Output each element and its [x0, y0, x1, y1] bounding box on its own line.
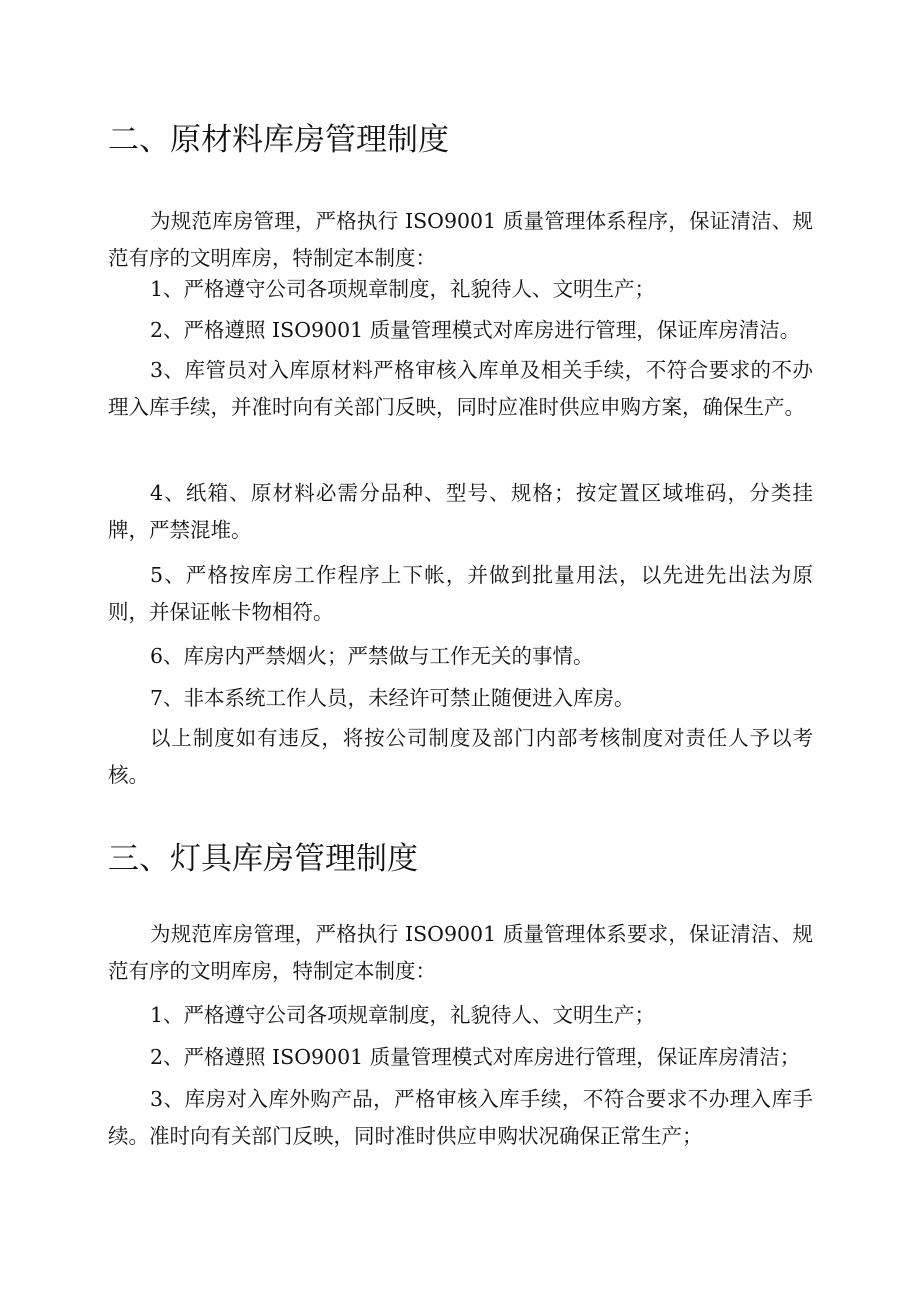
rule-paragraph: 6、库房内严禁烟火；严禁做与工作无关的事情。 [150, 644, 594, 668]
section-title-lamps: 三、灯具库房管理制度 [108, 841, 418, 877]
intro-paragraph: 为规范库房管理，严格执行 ISO9001 质量管理体系程序，保证清洁、规范有序的文明库房，特制定本制度： [108, 209, 813, 270]
rule-paragraph: 1、严格遵守公司各项规章制度，礼貌待人、文明生产； [150, 277, 656, 301]
rule-paragraph: 3、库管员对入库原材料严格审核入库单及相关手续，不符合要求的不办理入库手续，并准时向有关部门反映，同时应准时供应申购方案，确保生产。 [108, 358, 813, 419]
rule-paragraph: 4、纸箱、原材料必需分品种、型号、规格；按定置区域堆码，分类挂牌，严禁混堆。 [108, 481, 813, 542]
closing-paragraph: 以上制度如有违反，将按公司制度及部门内部考核制度对责任人予以考核。 [108, 726, 813, 787]
rule-paragraph: 2、严格遵照 ISO9001 质量管理模式对库房进行管理，保证库房清洁。 [150, 318, 801, 342]
intro-paragraph: 为规范库房管理，严格执行 ISO9001 质量管理体系要求，保证清洁、规范有序的文明库房，特制定本制度： [108, 922, 813, 983]
rule-paragraph: 2、严格遵照 ISO9001 质量管理模式对库房进行管理，保证库房清洁； [150, 1045, 801, 1069]
rule-paragraph: 3、库房对入库外购产品，严格审核入库手续，不符合要求不办理入库手续。准时向有关部门反映，同时准时供应申购状况确保正常生产； [108, 1087, 813, 1148]
rule-paragraph: 5、严格按库房工作程序上下帐，并做到批量用法，以先进先出法为原则，并保证帐卡物相符。 [108, 563, 813, 624]
rule-paragraph: 1、严格遵守公司各项规章制度，礼貌待人、文明生产； [150, 1003, 656, 1027]
rule-paragraph: 7、非本系统工作人员，未经许可禁止随便进入库房。 [150, 686, 635, 710]
section-title-raw-materials: 二、原材料库房管理制度 [108, 122, 449, 158]
